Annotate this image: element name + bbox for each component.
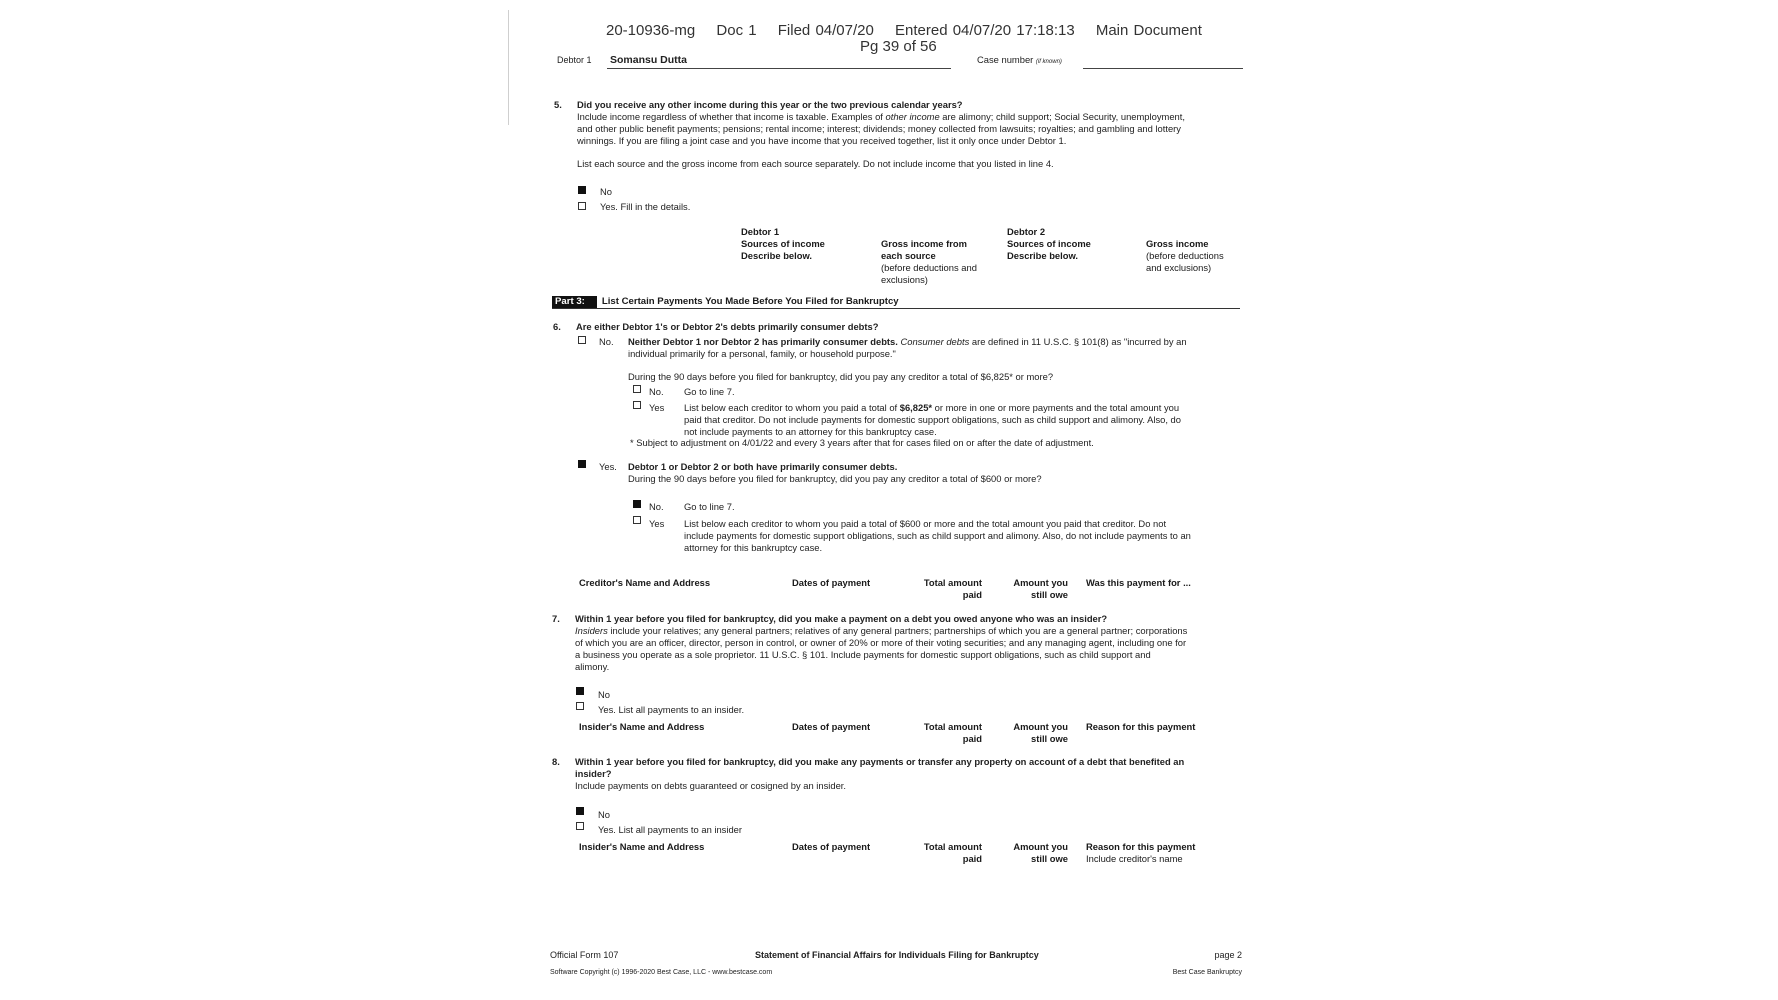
q5-no-label: No xyxy=(600,186,612,197)
q7-col-total: Total amount paid xyxy=(923,721,982,744)
q6-col-total: Total amount paid xyxy=(923,577,982,600)
q6-sub-yes-checkbox[interactable] xyxy=(633,401,641,409)
q8-col-reason: Reason for this payment Include creditor's name xyxy=(1086,841,1196,864)
q8-col-total: Total amount paid xyxy=(923,841,982,864)
q7-question: Within 1 year before you filed for bankruptcy, did you make a payment on a debt you owed anyone who was an insider? xyxy=(575,613,1108,624)
q6-sub2-yes-text-line3: attorney for this bankruptcy case. xyxy=(684,542,823,553)
q6-col-owe: Amount you still owe xyxy=(1013,577,1068,600)
page-edge-line xyxy=(508,10,509,125)
footer-brand: Best Case Bankruptcy xyxy=(1172,969,1242,976)
doc-number: Doc 1 xyxy=(716,22,757,39)
q7-col-reason: Reason for this payment xyxy=(1086,721,1196,732)
footer-form-number: Official Form 107 xyxy=(550,950,619,960)
q7-col-owe: Amount you still owe xyxy=(1013,721,1068,744)
q5-col-debtor2-sources: Debtor 2 Sources of income Describe below. xyxy=(1007,226,1091,261)
q7-number: 7. xyxy=(552,613,560,624)
q5-number: 5. xyxy=(554,99,562,110)
q8-yes-checkbox[interactable] xyxy=(576,822,584,830)
q7-description-line1: Insiders include your relatives; any general partners; relatives of any general partners; partnerships of which you are a general partner; corporations xyxy=(575,625,1188,636)
q6-no-description-line2: individual primarily for a personal, family, or household purpose." xyxy=(628,348,896,359)
q5-yes-label: Yes. Fill in the details. xyxy=(600,201,691,212)
debtor-label: Debtor 1 xyxy=(557,55,592,65)
part3-title: List Certain Payments You Made Before You Filed for Bankruptcy xyxy=(601,296,899,307)
q6-sub2-no-label: No. xyxy=(649,501,664,512)
filed-date: Filed 04/07/20 xyxy=(777,22,874,39)
q5-col-debtor1-gross: Gross income from each source (before deductions and exclusions) xyxy=(881,238,977,285)
case-number-field xyxy=(1083,68,1243,69)
q6-sub2-yes-text-line2: include payments for domestic support obligations, such as child support and alimony. Also, do not include payments to an xyxy=(684,530,1191,541)
q5-description-line2: and other public benefit payments; pensions; rental income; interest; dividends; money collected from lawsuits; royalties; and gambling and lottery xyxy=(577,123,1181,134)
q6-yes-label: Yes. xyxy=(599,461,617,472)
footer-page-number: page 2 xyxy=(1214,950,1242,960)
q6-sub-yes-text-line2: paid that creditor. Do not include payments for domestic support obligations, such as child support and alimony. Also, do xyxy=(684,414,1181,425)
case-number-hint: (if known) xyxy=(1035,59,1062,65)
q8-col-owe: Amount you still owe xyxy=(1013,841,1068,864)
q7-description-line4: alimony. xyxy=(575,661,610,672)
q6-sub2-no-checkbox[interactable] xyxy=(633,500,641,508)
q8-question-line1: Within 1 year before you filed for bankruptcy, did you make any payments or transfer any property on account of a debt that benefited an xyxy=(575,756,1185,767)
q7-description-line2: of which you are an officer, director, person in control, or owner of 20% or more of their voting securities; and any managing agent, including one for xyxy=(575,637,1187,648)
entered-date: Entered 04/07/20 17:18:13 xyxy=(895,22,1075,39)
page-indicator: Pg 39 of 56 xyxy=(860,38,937,55)
q8-yes-label: Yes. List all payments to an insider xyxy=(598,824,743,835)
q6-sub2-no-text: Go to line 7. xyxy=(684,501,735,512)
q6-yes-checkbox[interactable] xyxy=(578,460,586,468)
q5-description-line3: winnings. If you are filing a joint case and you have income that you received together, list it only once under Debtor 1. xyxy=(577,135,1067,146)
q8-no-label: No xyxy=(598,809,610,820)
q8-col-insider: Insider's Name and Address xyxy=(579,841,705,852)
q5-col-debtor2-gross: Gross income (before deductions and exclusions) xyxy=(1146,238,1224,273)
q6-sub-yes-text-line3: not include payments to an attorney for this bankruptcy case. xyxy=(684,426,937,437)
q7-no-label: No xyxy=(598,689,610,700)
q6-sub-no-checkbox[interactable] xyxy=(633,385,641,393)
q6-no-checkbox[interactable] xyxy=(578,336,586,344)
q6-no-subquestion: During the 90 days before you filed for bankruptcy, did you pay any creditor a total of $6,825* or more? xyxy=(628,371,1054,382)
q6-question: Are either Debtor 1's or Debtor 2's debts primarily consumer debts? xyxy=(576,321,879,332)
q6-sub-yes-text-line1: List below each creditor to whom you paid a total of $6,825* or more in one or more payments and the total amount you xyxy=(684,402,1180,413)
q7-description-line3: a business you operate as a sole proprietor. 11 U.S.C. § 101. Include payments for domestic support obligations, such as child support and xyxy=(575,649,1151,660)
q6-sub2-yes-checkbox[interactable] xyxy=(633,516,641,524)
q6-yes-subquestion: During the 90 days before you filed for bankruptcy, did you pay any creditor a total of $600 or more? xyxy=(628,473,1042,484)
q5-list-note: List each source and the gross income from each source separately. Do not include income that you listed in line 4. xyxy=(577,158,1054,169)
q7-yes-label: Yes. List all payments to an insider. xyxy=(598,704,745,715)
q6-number: 6. xyxy=(553,321,561,332)
q6-footnote: * Subject to adjustment on 4/01/22 and every 3 years after that for cases filed on or after the date of adjustment. xyxy=(630,437,1094,448)
debtor-name-underline xyxy=(607,68,951,69)
q8-number: 8. xyxy=(552,756,560,767)
q6-col-dates: Dates of payment xyxy=(792,577,871,588)
q5-col-debtor1-sources: Debtor 1 Sources of income Describe below. xyxy=(741,226,825,261)
q5-no-checkbox[interactable] xyxy=(578,186,586,194)
q6-sub2-yes-label: Yes xyxy=(649,518,665,529)
q7-no-checkbox[interactable] xyxy=(576,687,584,695)
q7-col-dates: Dates of payment xyxy=(792,721,871,732)
q5-description-line1: Include income regardless of whether that income is taxable. Examples of other income are alimony; child support; Social Security, unemployment, xyxy=(577,111,1185,122)
q8-question-line2: insider? xyxy=(575,768,612,779)
q6-sub-no-text: Go to line 7. xyxy=(684,386,735,397)
q5-yes-checkbox[interactable] xyxy=(578,202,586,210)
q6-sub2-yes-text-line1: List below each creditor to whom you paid a total of $600 or more and the total amount you paid that creditor. Do not xyxy=(684,518,1167,529)
debtor-name: Somansu Dutta xyxy=(610,54,688,66)
q6-col-creditor: Creditor's Name and Address xyxy=(579,577,711,588)
q7-yes-checkbox[interactable] xyxy=(576,702,584,710)
q7-col-insider: Insider's Name and Address xyxy=(579,721,705,732)
q6-col-purpose: Was this payment for ... xyxy=(1086,577,1191,588)
q6-no-description: Neither Debtor 1 nor Debtor 2 has primarily consumer debts. Consumer debts are defined in 11 U.S.C. § 101(8) as "incurred by an xyxy=(628,336,1187,347)
q5-question: Did you receive any other income during this year or the two previous calendar years? xyxy=(577,99,963,110)
footer-form-title: Statement of Financial Affairs for Individuals Filing for Bankruptcy xyxy=(755,950,1039,960)
q8-no-checkbox[interactable] xyxy=(576,807,584,815)
q8-col-dates: Dates of payment xyxy=(792,841,871,852)
footer-copyright: Software Copyright (c) 1996-2020 Best Case, LLC - www.bestcase.com xyxy=(550,969,773,976)
q8-note: Include payments on debts guaranteed or cosigned by an insider. xyxy=(575,780,847,791)
main-document-label: Main Document xyxy=(1095,22,1202,39)
part3-heading xyxy=(552,296,1240,309)
case-number-label: Case number xyxy=(977,54,1034,65)
q6-yes-description: Debtor 1 or Debtor 2 or both have primarily consumer debts. xyxy=(628,461,898,472)
case-ref: 20-10936-mg xyxy=(606,22,696,39)
q6-no-label: No. xyxy=(599,336,614,347)
q6-sub-no-label: No. xyxy=(649,386,664,397)
q6-sub-yes-label: Yes xyxy=(649,402,665,413)
part3-tag: Part 3: xyxy=(552,296,597,308)
